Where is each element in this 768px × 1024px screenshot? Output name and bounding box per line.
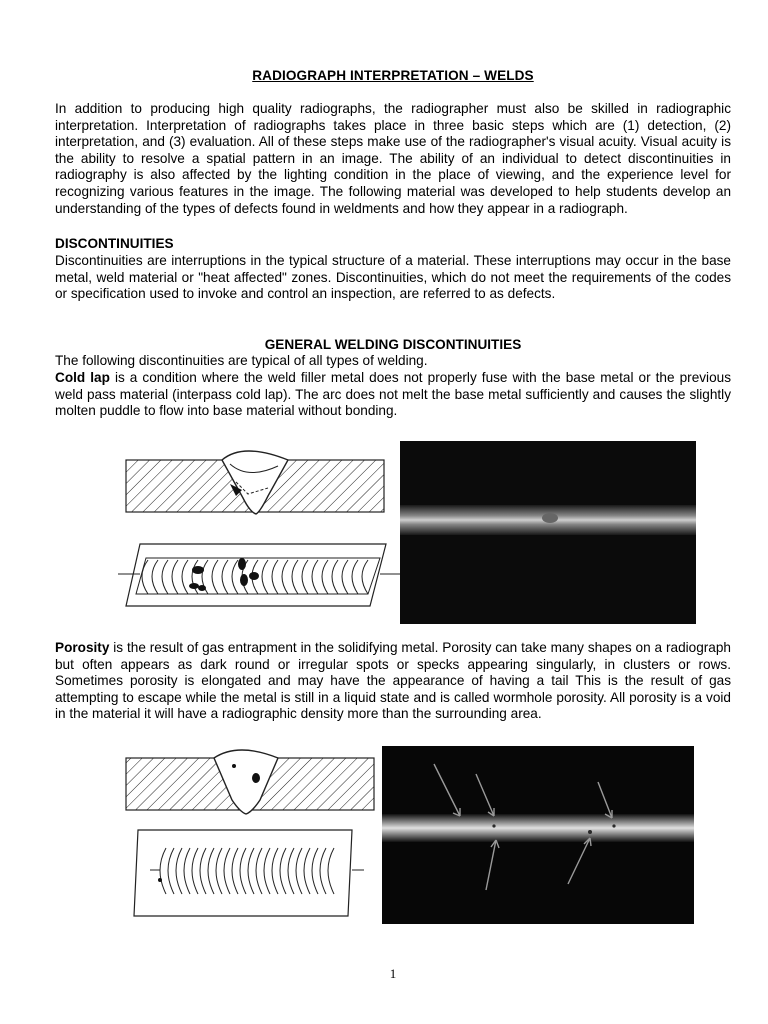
cold-lap-indication	[542, 513, 558, 523]
weld-plan-view	[118, 544, 400, 606]
page-title: RADIOGRAPH INTERPRETATION – WELDS	[252, 68, 534, 83]
general-discontinuities-heading: GENERAL WELDING DISCONTINUITIES	[264, 337, 522, 352]
page-number: 1	[389, 966, 397, 981]
porosity-paragraph	[55, 640, 731, 723]
cold-lap-paragraph	[55, 370, 731, 420]
porosity-text: is the result of gas entrapment in the solidifying metal. Porosity can take many shapes on a radiograph but often appears as dark round or irregular spots or specks appearing singularly, in clusters or rows. Sometimes porosity is elongated and may have the appearance of having a tail This is the result of gas attempting to escape while the metal is still in a liquid state and is called wormhole porosity. All porosity is a void in the material it will have a radiographic density more than the surrounding area.	[55, 640, 731, 722]
porosity-radiograph	[382, 746, 694, 924]
pore-mark	[252, 773, 260, 783]
discontinuities-paragraph: Discontinuities are interruptions in the typical structure of a material. These interruptions may occur in the base metal, weld material or "heat affected" zones. Discontinuities, which do not meet the requirements of the codes or specification used to invoke and control an inspection, are referred to as defects.	[55, 253, 731, 302]
porosity-diagram	[118, 748, 384, 924]
porosity-term: Porosity	[55, 640, 110, 655]
cold-lap-diagram	[118, 446, 400, 610]
pore-mark	[232, 764, 236, 768]
intro-paragraph: In addition to producing high quality radiographs, the radiographer must also be skilled in radiographic interpretation. Interpretation of radiographs takes place in three basic steps which are (1) detection, (2) interpretation, and (3) evaluation. All of these steps make use of the radiographer's visual acuity. Visual acuity is the ability to resolve a spatial pattern in an image. The ability of an individual to detect discontinuities in radiography is also affected by the lighting condition in the place of viewing, and the experience level for recognizing various features in the image. The following material was developed to help students develop an understanding of the types of defects found in weldments and how they appear in a radiograph.	[55, 101, 731, 216]
cold-lap-term: Cold lap	[55, 370, 110, 385]
cold-lap-text: is a condition where the weld filler metal does not properly fuse with the base metal or the previous weld pass material (interpass cold lap). The arc does not melt the base metal sufficiently and causes the slightly molten puddle to flow into base material without bonding.	[55, 370, 731, 419]
weld-plan-view	[134, 830, 364, 916]
general-intro-paragraph: The following discontinuities are typical of all types of welding.	[55, 353, 428, 368]
discontinuities-heading: DISCONTINUITIES	[55, 236, 174, 251]
cold-lap-radiograph	[400, 441, 696, 624]
